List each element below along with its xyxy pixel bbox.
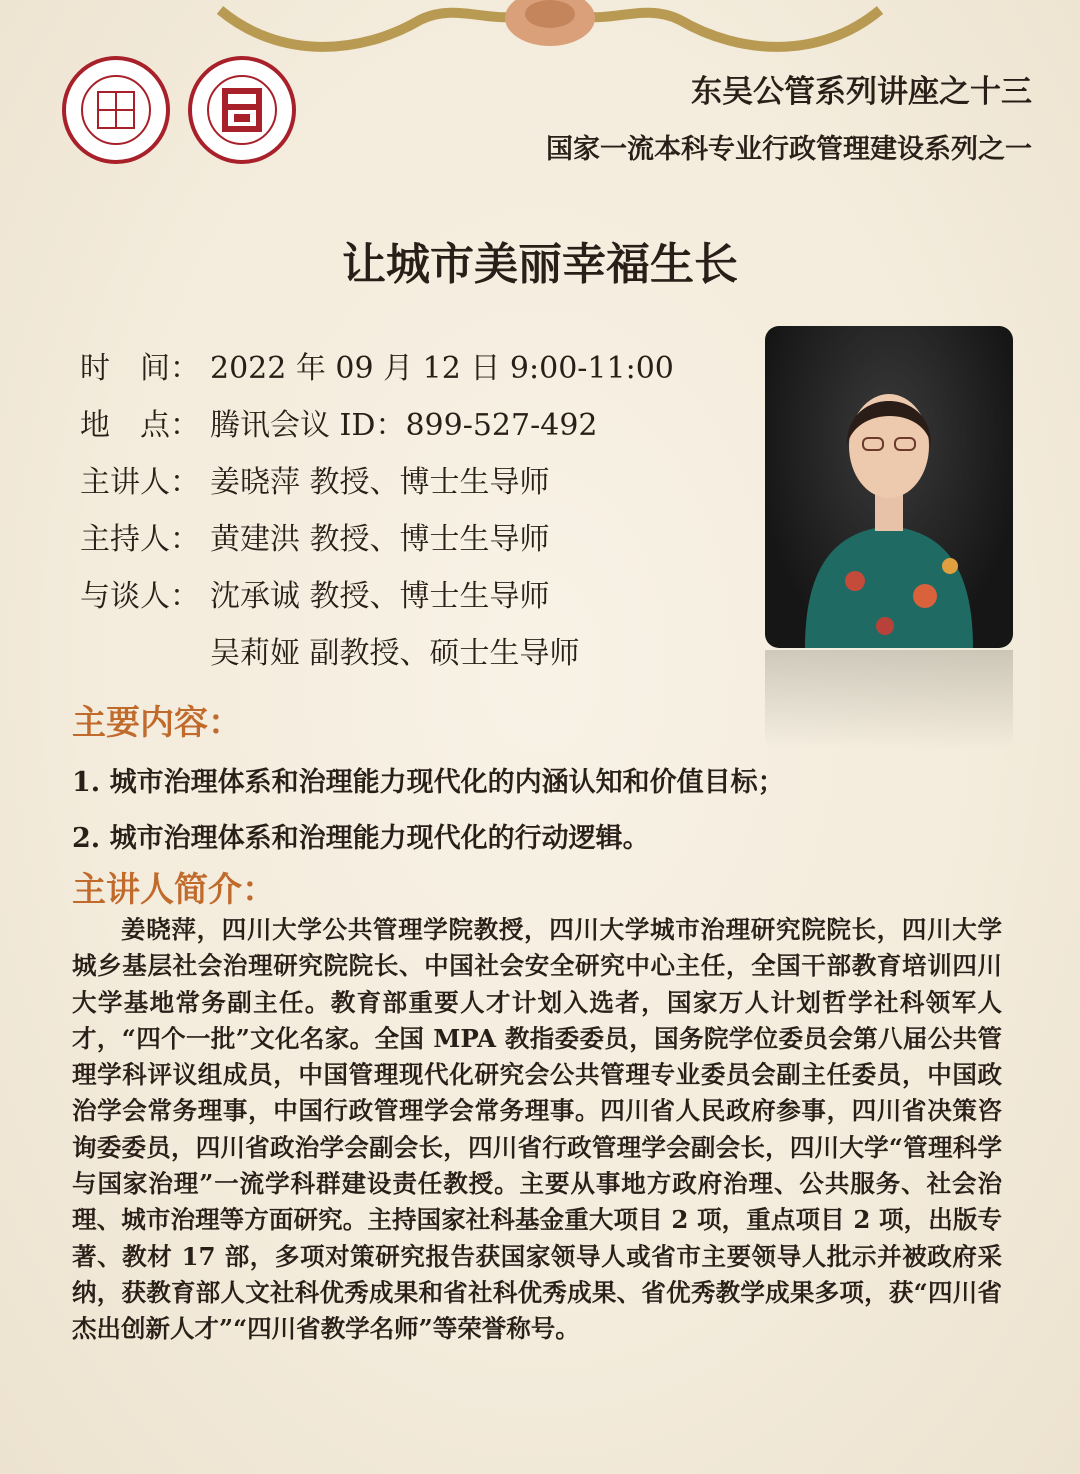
series-line-2: 国家一流本科专业行政管理建设系列之一 <box>546 134 1032 165</box>
host-row <box>80 511 674 568</box>
speaker-label: 主讲人： <box>80 465 200 500</box>
content-point: 1. 城市治理体系和治理能力现代化的内涵认知和价值目标； <box>72 767 785 798</box>
content-points <box>72 755 785 867</box>
school-seal-logo <box>188 56 296 164</box>
speaker-bio: 姜晓萍，四川大学公共管理学院教授，四川大学城市治理研究院院长，四川大学城乡基层社会治理研究院院长、中国社会安全研究中心主任，全国干部教育培训四川大学基地常务副主任。教育部重要人才计划入选者，国家万人计划哲学社科领军人才，“四个一批”文化名家。全国 MPA 教指委委员，国务院学位委员会第八届公共管理学科评议组成员，中国管理现代化研究会公共管理专业委员会副主任委员，中国政治学会常务理事，中国行政管理学会常务理事。四川省人民政府参事，四川省决策咨询委委员，四川省政治学会副会长，四川省行政管理学会副会长，四川大学“管理科学与国家治理”一流学科群建设责任教授。主要从事地方政府治理、公共服务、社会治理、城市治理等方面研究。主持国家社科基金重大项目 2 项，重点项目 2 项，出版专著、教材 17 部，多项对策研究报告获国家领导人或省市主要领导人批示并被政府采纳，获教育部人文社科优秀成果和省社科优秀成果、省优秀教学成果多项，获“四川省杰出创新人才”“四川省教学名师”等荣誉称号。 <box>72 915 1002 1344</box>
bio-heading: 主讲人简介： <box>72 870 276 910</box>
speaker-value: 姜晓萍 教授、博士生导师 <box>210 465 550 500</box>
series-line-1: 东吴公管系列讲座之十三 <box>691 74 1032 110</box>
time-label: 时 间： <box>80 351 200 386</box>
panel-row <box>80 568 674 625</box>
time-row <box>80 340 674 397</box>
panel-value-1: 沈承诚 教授、博士生导师 <box>210 579 550 614</box>
place-label: 地 点： <box>80 408 200 443</box>
content-point: 2. 城市治理体系和治理能力现代化的行动逻辑。 <box>72 823 650 854</box>
photo-reflection <box>765 650 1013 750</box>
logo-group <box>62 56 296 164</box>
place-row <box>80 397 674 454</box>
lecture-title: 让城市美丽幸福生长 <box>342 239 738 290</box>
series-header <box>546 66 1032 166</box>
speaker-photo <box>765 326 1013 648</box>
lecture-info <box>80 340 674 682</box>
speaker-row <box>80 454 674 511</box>
panel-label: 与谈人： <box>80 579 200 614</box>
panel-value-2: 吴莉娅 副教授、硕士生导师 <box>210 636 580 671</box>
decorative-ornament <box>200 0 900 60</box>
university-seal-logo <box>62 56 170 164</box>
host-label: 主持人： <box>80 522 200 557</box>
panel-row-2 <box>80 625 674 682</box>
place-value: 腾讯会议 ID：899-527-492 <box>210 408 598 443</box>
content-heading: 主要内容： <box>72 703 242 743</box>
time-value: 2022 年 09 月 12 日 9:00-11:00 <box>210 351 674 386</box>
host-value: 黄建洪 教授、博士生导师 <box>210 522 550 557</box>
